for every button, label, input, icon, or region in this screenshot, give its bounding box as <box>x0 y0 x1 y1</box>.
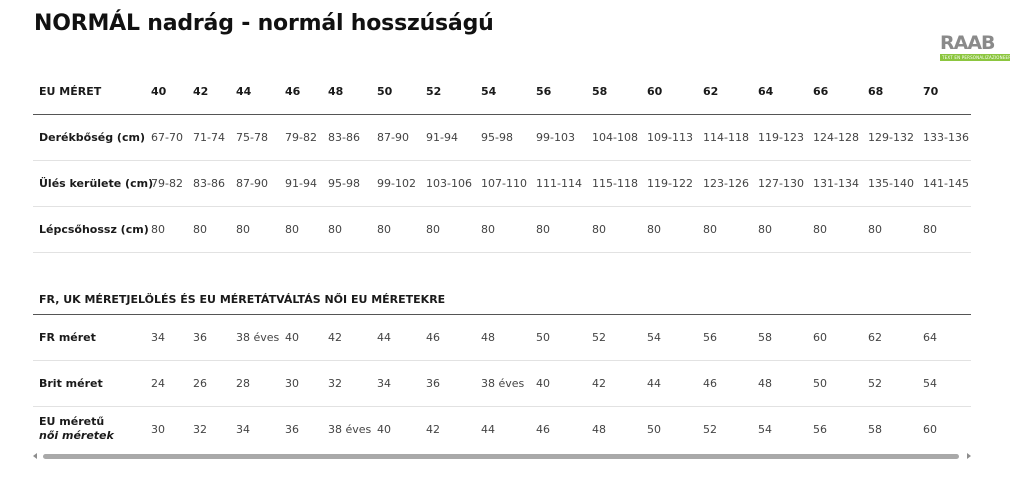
table-cell: 34 <box>236 423 250 436</box>
table-cell: 54 <box>481 85 497 98</box>
table-cell: 64 <box>758 85 774 98</box>
table-cell: 83-86 <box>193 177 225 190</box>
table-cell: 119-122 <box>647 177 693 190</box>
table-cell: 28 <box>236 377 250 390</box>
table-cell: 124-128 <box>813 131 859 144</box>
table-cell: 26 <box>193 377 207 390</box>
table-cell: 135-140 <box>868 177 914 190</box>
table-cell: 46 <box>703 377 717 390</box>
table-cell: 64 <box>923 331 937 344</box>
table-cell: 50 <box>813 377 827 390</box>
table-cell: 80 <box>923 223 937 236</box>
table-cell: 54 <box>923 377 937 390</box>
table-cell: 48 <box>592 423 606 436</box>
table-cell: 48 <box>481 331 495 344</box>
table-cell: 46 <box>426 331 440 344</box>
table-cell: 80 <box>285 223 299 236</box>
table-cell: 48 <box>758 377 772 390</box>
table-cell: 56 <box>703 331 717 344</box>
table-cell: 75-78 <box>236 131 268 144</box>
table-cell: 91-94 <box>285 177 317 190</box>
table-cell: 99-103 <box>536 131 575 144</box>
row-label-text: Derékbőség (cm) <box>39 131 145 144</box>
table-cell: 80 <box>703 223 717 236</box>
table-cell: 91-94 <box>426 131 458 144</box>
horizontal-scrollbar[interactable] <box>33 452 971 462</box>
table-cell: 60 <box>923 423 937 436</box>
table-cell: 95-98 <box>481 131 513 144</box>
table-cell: 87-90 <box>377 131 409 144</box>
table-cell: 44 <box>481 423 495 436</box>
table-cell: 71-74 <box>193 131 225 144</box>
table-cell: 80 <box>758 223 772 236</box>
table-cell: 38 éves <box>328 423 372 436</box>
table-cell: 79-82 <box>285 131 317 144</box>
table-cell: 80 <box>647 223 661 236</box>
table-cell: 50 <box>536 331 550 344</box>
table-cell: 46 <box>536 423 550 436</box>
table-cell: 50 <box>377 85 393 98</box>
section-title-conversion: FR, UK MÉRETJELÖLÉS ÉS EU MÉRETÁTVÁLTÁS NŐI EU MÉRETEKRE <box>39 293 446 306</box>
row-divider <box>33 360 971 361</box>
row-label-text: EU méretű <box>39 415 105 428</box>
table-cell: 36 <box>426 377 440 390</box>
row-label <box>39 415 114 443</box>
table-cell: 129-132 <box>868 131 914 144</box>
row-label-text: Brit méret <box>39 377 103 390</box>
table-cell: 38 éves <box>481 377 525 390</box>
row-label <box>39 331 96 345</box>
row-label <box>39 223 149 237</box>
table-cell: 83-86 <box>328 131 360 144</box>
table-cell: 24 <box>151 377 165 390</box>
table-cell: 107-110 <box>481 177 527 190</box>
table-cell: 80 <box>868 223 882 236</box>
table-cell: 36 <box>193 331 207 344</box>
table-cell: 40 <box>536 377 550 390</box>
table-cell: 42 <box>328 331 342 344</box>
table-cell: 62 <box>868 331 882 344</box>
scroll-right-arrow-icon[interactable] <box>967 453 971 459</box>
header-divider <box>33 114 971 115</box>
table-cell: 44 <box>647 377 661 390</box>
table-cell: 44 <box>236 85 252 98</box>
table-cell: 109-113 <box>647 131 693 144</box>
table-cell: 67-70 <box>151 131 183 144</box>
table-cell: 42 <box>592 377 606 390</box>
table-cell: 104-108 <box>592 131 638 144</box>
table-cell: 119-123 <box>758 131 804 144</box>
table-cell: 34 <box>377 377 391 390</box>
table-cell: 48 <box>328 85 344 98</box>
table-cell: 44 <box>377 331 391 344</box>
table-cell: 34 <box>151 331 165 344</box>
table-cell: 58 <box>758 331 772 344</box>
table-cell: 133-136 <box>923 131 969 144</box>
table-cell: 80 <box>377 223 391 236</box>
table-cell: 80 <box>328 223 342 236</box>
table-cell: 30 <box>151 423 165 436</box>
table-cell: 79-82 <box>151 177 183 190</box>
table-cell: 115-118 <box>592 177 638 190</box>
table-cell: 52 <box>426 85 442 98</box>
section-divider <box>33 314 971 315</box>
row-label-text: Ülés kerülete (cm) <box>39 177 154 190</box>
table-cell: 32 <box>328 377 342 390</box>
table-cell: 80 <box>813 223 827 236</box>
table-cell: 80 <box>151 223 165 236</box>
scroll-left-arrow-icon[interactable] <box>33 453 37 459</box>
table-cell: 123-126 <box>703 177 749 190</box>
table-cell: 58 <box>592 85 608 98</box>
row-label-text: Lépcsőhossz (cm) <box>39 223 149 236</box>
row-divider <box>33 406 971 407</box>
table-cell: 80 <box>426 223 440 236</box>
table-cell: 60 <box>813 331 827 344</box>
table-cell: 52 <box>592 331 606 344</box>
row-label-subtext: női méretek <box>39 429 114 442</box>
table-cell: 40 <box>151 85 167 98</box>
table-cell: 103-106 <box>426 177 472 190</box>
row-label-text: EU MÉRET <box>39 85 102 98</box>
table-cell: 111-114 <box>536 177 582 190</box>
table-cell: 80 <box>536 223 550 236</box>
table-cell: 127-130 <box>758 177 804 190</box>
table-cell: 80 <box>592 223 606 236</box>
row-label <box>39 131 145 145</box>
size-chart <box>33 0 973 481</box>
row-divider <box>33 206 971 207</box>
table-cell: 42 <box>426 423 440 436</box>
table-cell: 87-90 <box>236 177 268 190</box>
table-cell: 68 <box>868 85 884 98</box>
table-cell: 40 <box>377 423 391 436</box>
table-cell: 54 <box>758 423 772 436</box>
table-cell: 80 <box>481 223 495 236</box>
table-cell: 60 <box>647 85 663 98</box>
table-cell: 32 <box>193 423 207 436</box>
table-cell: 141-145 <box>923 177 969 190</box>
row-label <box>39 177 153 191</box>
table-cell: 66 <box>813 85 829 98</box>
table-cell: 30 <box>285 377 299 390</box>
table-cell: 62 <box>703 85 719 98</box>
row-label <box>39 377 103 391</box>
table-cell: 70 <box>923 85 939 98</box>
table-cell: 52 <box>703 423 717 436</box>
row-label-text: FR méret <box>39 331 96 344</box>
table-cell: 95-98 <box>328 177 360 190</box>
table-cell: 52 <box>868 377 882 390</box>
table-cell: 56 <box>536 85 552 98</box>
table-cell: 56 <box>813 423 827 436</box>
table-cell: 131-134 <box>813 177 859 190</box>
table-cell: 80 <box>236 223 250 236</box>
table-cell: 46 <box>285 85 301 98</box>
table-cell: 99-102 <box>377 177 416 190</box>
table-cell: 36 <box>285 423 299 436</box>
table-cell: 54 <box>647 331 661 344</box>
page-title: NORMÁL nadrág - normál hosszúságú <box>34 11 494 36</box>
row-label <box>39 85 101 99</box>
table-cell: 114-118 <box>703 131 749 144</box>
logo-text: RAAB <box>940 32 995 54</box>
table-cell: 50 <box>647 423 661 436</box>
table-cell: 80 <box>193 223 207 236</box>
table-cell: 42 <box>193 85 209 98</box>
table-cell: 40 <box>285 331 299 344</box>
table-cell: 58 <box>868 423 882 436</box>
table-cell: 38 éves <box>236 331 280 344</box>
logo-tagline: TEXT EN PERSONALIZAZIONEERSUSS <box>942 55 1023 60</box>
scrollbar-thumb[interactable] <box>43 454 959 459</box>
row-divider <box>33 252 971 253</box>
row-divider <box>33 160 971 161</box>
